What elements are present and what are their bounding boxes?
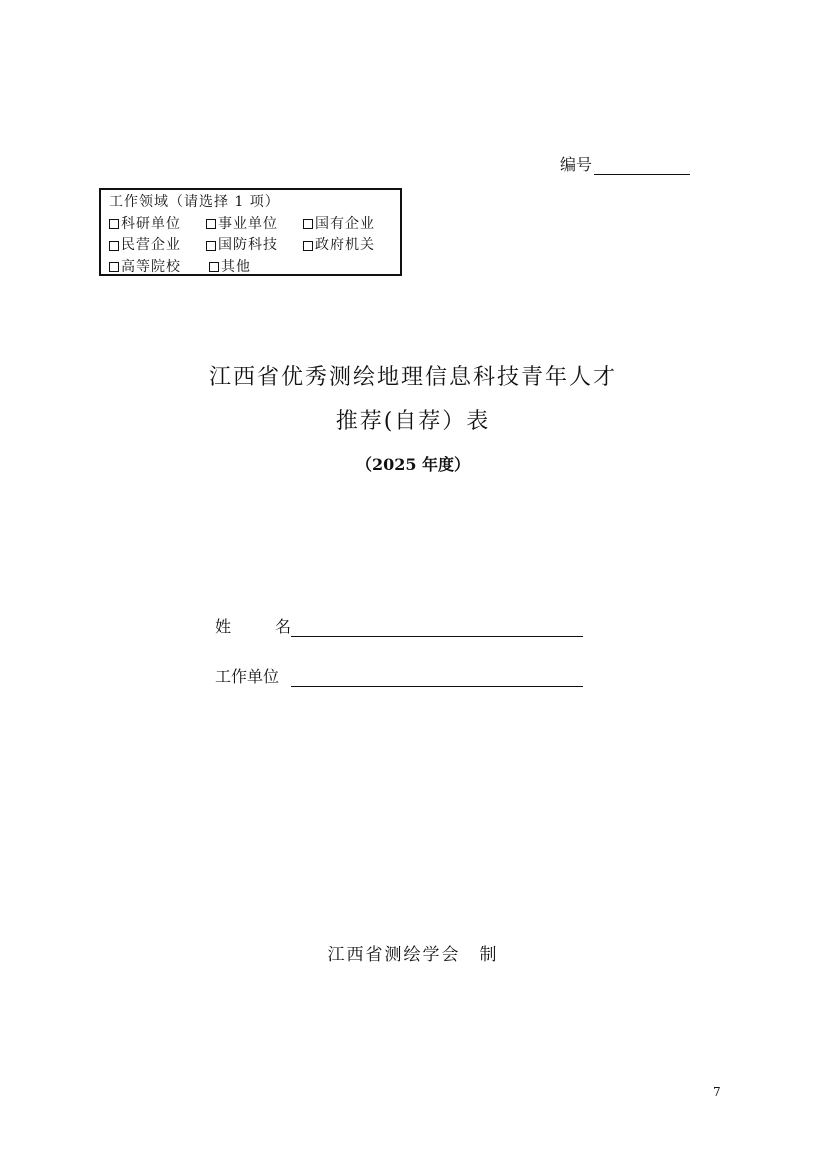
name-label-char-1: 姓: [215, 617, 232, 636]
name-label-char-2: 名: [274, 617, 291, 636]
name-field: [215, 614, 583, 637]
serial-number-field: [560, 152, 690, 175]
option-state-enterprise[interactable]: [303, 214, 400, 236]
serial-number-blank[interactable]: [594, 156, 690, 175]
option-label: 事业单位: [218, 215, 278, 232]
work-field-row: [109, 257, 400, 279]
option-research-unit[interactable]: [109, 214, 206, 236]
name-label: [215, 614, 291, 637]
option-university[interactable]: [109, 257, 209, 279]
option-label: 科研单位: [121, 215, 181, 232]
checkbox[interactable]: [206, 219, 216, 229]
checkbox[interactable]: [109, 219, 119, 229]
work-unit-label: 工作单位: [215, 667, 280, 686]
work-field-row: [109, 214, 400, 236]
option-government[interactable]: [303, 235, 400, 257]
option-label: 政府机关: [315, 237, 375, 253]
work-unit-blank[interactable]: [291, 668, 583, 687]
serial-number-label: 编号: [560, 155, 593, 174]
option-public-institution[interactable]: [206, 214, 303, 236]
option-defense-tech[interactable]: [206, 235, 303, 257]
document-year: （2025 年度）: [355, 455, 471, 474]
document-title: 江西省优秀测绘地理信息科技青年人才: [208, 365, 617, 390]
option-label: 民营企业: [121, 237, 181, 253]
checkbox[interactable]: [206, 241, 216, 251]
option-label: 国有企业: [315, 215, 375, 232]
checkbox[interactable]: [303, 219, 313, 229]
work-field-heading: 工作领域（请选择 1 项）: [109, 194, 280, 210]
work-field-box: [99, 188, 402, 276]
page-number: 7: [713, 1085, 721, 1099]
name-blank[interactable]: [291, 618, 583, 637]
checkbox[interactable]: [109, 241, 119, 251]
checkbox[interactable]: [109, 262, 119, 272]
option-label: 高等院校: [121, 258, 181, 275]
document-subtitle: 推荐(自荐）表: [335, 409, 491, 434]
issuing-organization: 江西省测绘学会 制: [327, 945, 499, 965]
option-label: 国防科技: [218, 237, 278, 253]
option-other[interactable]: [209, 257, 309, 279]
option-private-enterprise[interactable]: [109, 235, 206, 257]
checkbox[interactable]: [303, 241, 313, 251]
checkbox[interactable]: [209, 262, 219, 272]
work-unit-field: [215, 664, 583, 687]
option-label: 其他: [221, 258, 251, 275]
work-field-row: [109, 235, 400, 257]
